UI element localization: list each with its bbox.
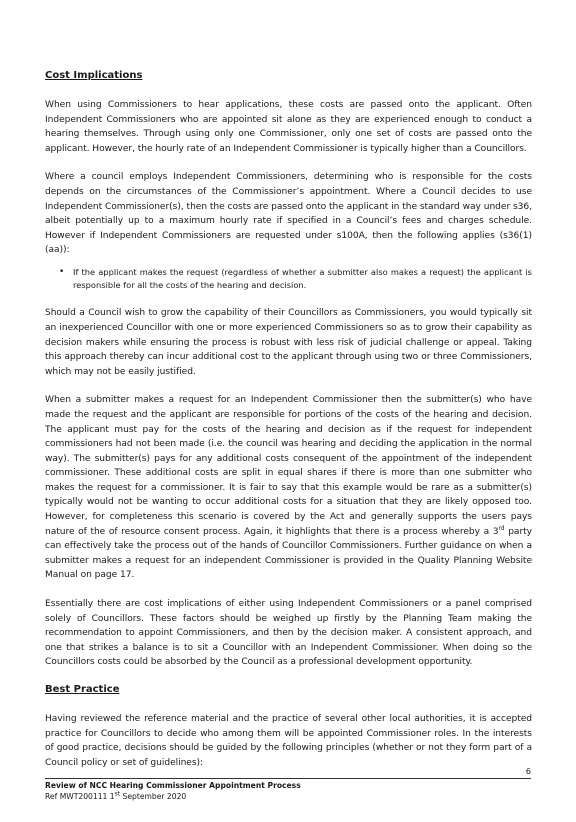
paragraph-cost-summary: Essentially there are cost implications of either using Independent Commissioners or a panel comprised solely of Councillors. These factors should be weighed up firstly by the Planning Team making the recommendation to appoint Commissioners, and then by the decision maker. A consistent approach, and one that strikes a balance is to sit a Councillor with an Independent Commissioner. When doing so the Councillors costs could be absorbed by the Council as a professional development opportunity. [45,599,532,668]
cost-rules-list [45,266,532,292]
paragraph-text: When a submitter makes a request for an Independent Commissioner then the submitter(s) who have made the request and the applicant are responsible for portions of the costs of the hearing and decision. The applicant must pay for the costs of the hearing and decision as if the request for independent commissioners had not been made (i.e. the council was hearing and deciding the application in the normal way). The submitter(s) pays for any additional costs consequent of the appointment of the independent commissioner. These additional costs are split in equal shares if there is more than one submitter who makes the request for a commissioner. It is fair to say that this example would be rare as a submitter(s) typically would not be wanting to occur additional costs for a situation that they are likely opposed too. However, for completeness this scenario is covered by the Act and generally supports the users pays nature of the of resource consent process. Again, it highlights that there is a process whereby a 3 [45,395,532,537]
footer-date-text: September 2020 [120,792,187,801]
page-number: 6 [525,767,531,776]
ordinal-suffix: st [114,790,121,798]
paragraph-text: party can effectively take the process out of the hands of Councillor Commissioners. Further guidance on when a submitter makes a request for an independent Commissioner is provided in the Quality Planning Website Manual on page 17. [45,526,532,581]
footer-ref-text: Ref MWT200111 1 [45,792,115,801]
footer-divider [45,778,531,779]
footer-title: Review of NCC Hearing Commissioner Appointment Process [45,781,301,790]
ordinal-suffix: rd [498,524,505,532]
paragraph-grow-capability: Should a Council wish to grow the capability of their Councillors as Commissioners, you would typically sit an inexperienced Councillor with one or more experienced Commissioners so as to grow their capability as decision makers while ensuring the process is robust with less risk of judicial challenge or appeal. Taking this approach thereby can incur additional cost to the applicant through using two or three Commissioners, which may not be easily justified. [45,308,532,377]
cost-implications-heading: Cost Implications [45,70,143,81]
footer-reference [45,792,186,801]
paragraph-independent-commissioner-costs: Where a council employs Independent Commissioners, determining who is responsible for the costs depends on the circumstances of the Commissioner’s appointment. Where a Council decides to use Independent Commissioner(s), then the costs are passed onto the applicant in the standard way under s36, albeit potentially up to a maximum hourly rate if specified in a Council’s fees and charges schedule. However if Independent Commissioners are requested under s100A, then the following applies (s36(1)(aa)): [45,172,532,256]
paragraph-commissioner-costs: When using Commissioners to hear applications, these costs are passed onto the applicant. Often Independent Commissioners who are appointed sit alone as they are experienced enough to conduct a hearing themselves. Through using only one Commissioner, only one set of costs are passed onto the applicant. However, the hourly rate of an Independent Commissioner is typically higher than a Councillors. [45,100,532,154]
paragraph-submitter-request [45,393,532,583]
list-item: • If the applicant makes the request (regardless of whether a submitter also makes a request) the applicant is responsible for all the costs of the hearing and decision. [73,266,532,292]
document-body [45,70,532,784]
best-practice-heading: Best Practice [45,684,120,695]
paragraph-best-practice: Having reviewed the reference material and the practice of several other local authorities, it is accepted practice for Councillors to decide who among them will be appointed Commissioner roles. In the interests of good practice, decisions should be guided by the following principles (whether or not they form part of a Council policy or set of guidelines): [45,714,532,768]
